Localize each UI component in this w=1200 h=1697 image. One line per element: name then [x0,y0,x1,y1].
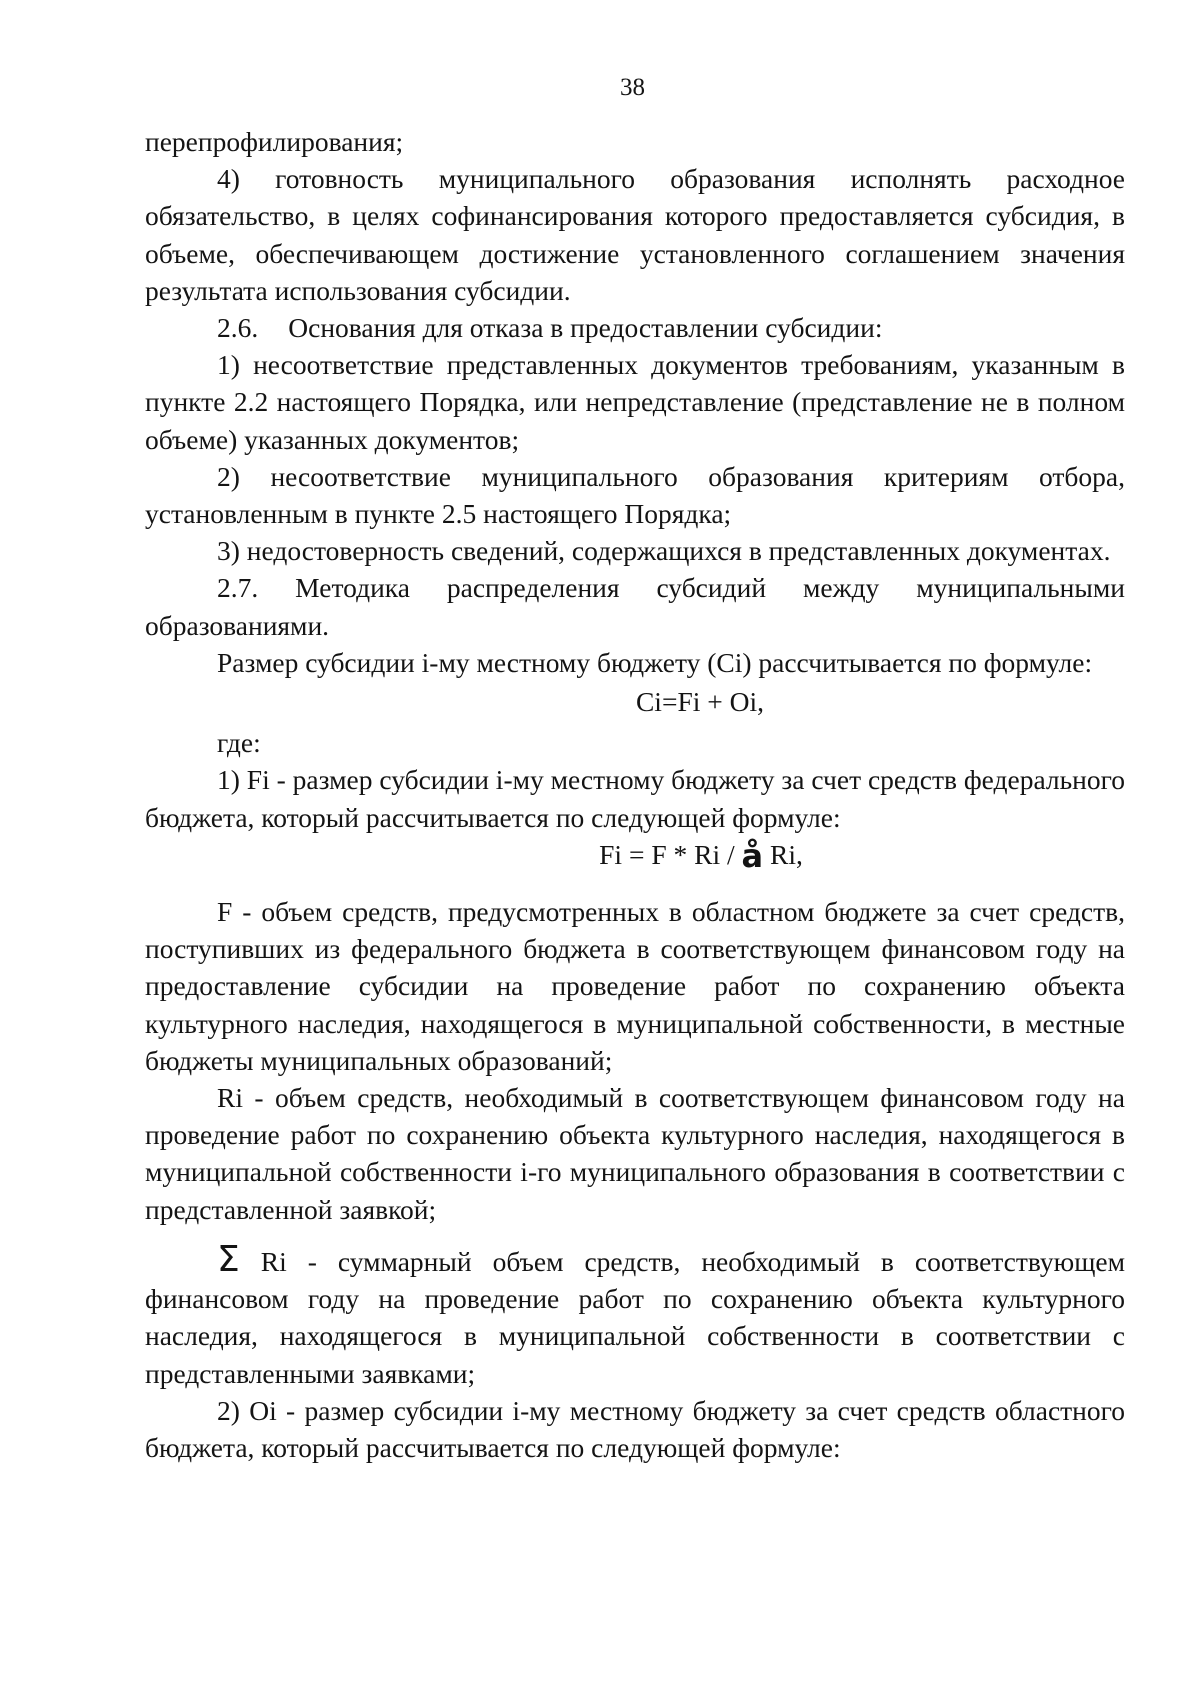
refusal-reason-3: 3) недостоверность сведений, содержащихся в представленных документах. [217,535,1111,567]
formula-fi-left: Fi = F * Ri / [599,838,735,870]
section-2-7-heading: 2.7. Методика распределения субсидий между муниципальными образованиями. [145,572,1125,641]
ri-definition: Ri - объем средств, необходимый в соответствующем финансовом году на проведение работ по сохранению объекта культурного наследия, находящегося в муниципальной собственности i-го муниципального образования в соответствии с представленной заявкой; [145,1082,1125,1225]
sum-ri-definition [145,1238,1125,1392]
where-label: где: [217,727,261,759]
formula-fi [145,836,1125,875]
formula-sum-glyph: å [741,836,764,875]
document-body [145,123,1125,1466]
refusal-reason-1: 1) несоответствие представленных документов требованиям, указанным в пункте 2.2 настоящего Порядка, или непредставление (представление не в полном объеме) указанных документов; [145,349,1125,455]
f-definition: F - объем средств, предусмотренных в областном бюджете за счет средств, поступивших из федерального бюджета в соответствующем финансовом году на предоставление субсидии на проведение работ по сохранению объекта культурного наследия, находящегося в муниципальной собственности, в местные бюджеты муниципальных образований; [145,896,1125,1076]
page-number: 38 [620,74,645,101]
fi-definition: 1) Fi - размер субсидии i-му местному бюджету за счет средств федерального бюджета, который рассчитывается по следующей формуле: [145,764,1125,833]
sigma-symbol: Σ [217,1238,240,1280]
section-2-6-heading [145,309,1125,346]
sum-ri-text: Ri - суммарный объем средств, необходимый в соответствующем финансовом году на проведение работ по сохранению объекта культурного наследия, находящегося в муниципальной собственности в соответствии с представленными заявками; [145,1245,1125,1389]
oi-definition: 2) Oi - размер субсидии i-му местному бюджету за счет средств областного бюджета, который рассчитывается по следующей формуле: [145,1394,1125,1463]
paragraph-continuation: перепрофилирования; [145,126,404,157]
section-number: 2.6. [217,312,259,344]
paragraph-item-4: 4) готовность муниципального образования исполнять расходное обязательство, в целях софинансирования которого предоставляется субсидия, в объеме, обеспечивающем достижение установленного соглашением значения результата использования субсидии. [145,163,1125,306]
refusal-reason-2: 2) несоответствие муниципального образования критериям отбора, установленным в пункте 2.5 настоящего Порядка; [145,460,1125,530]
subsidy-size-intro: Размер субсидии i-му местному бюджету (Ci) рассчитывается по формуле: [217,646,1093,678]
section-title: Основания для отказа в предоставлении субсидии: [288,312,883,344]
formula-fi-right: Ri, [769,838,803,870]
formula-ci: Ci=Fi + Oi, [635,686,765,718]
